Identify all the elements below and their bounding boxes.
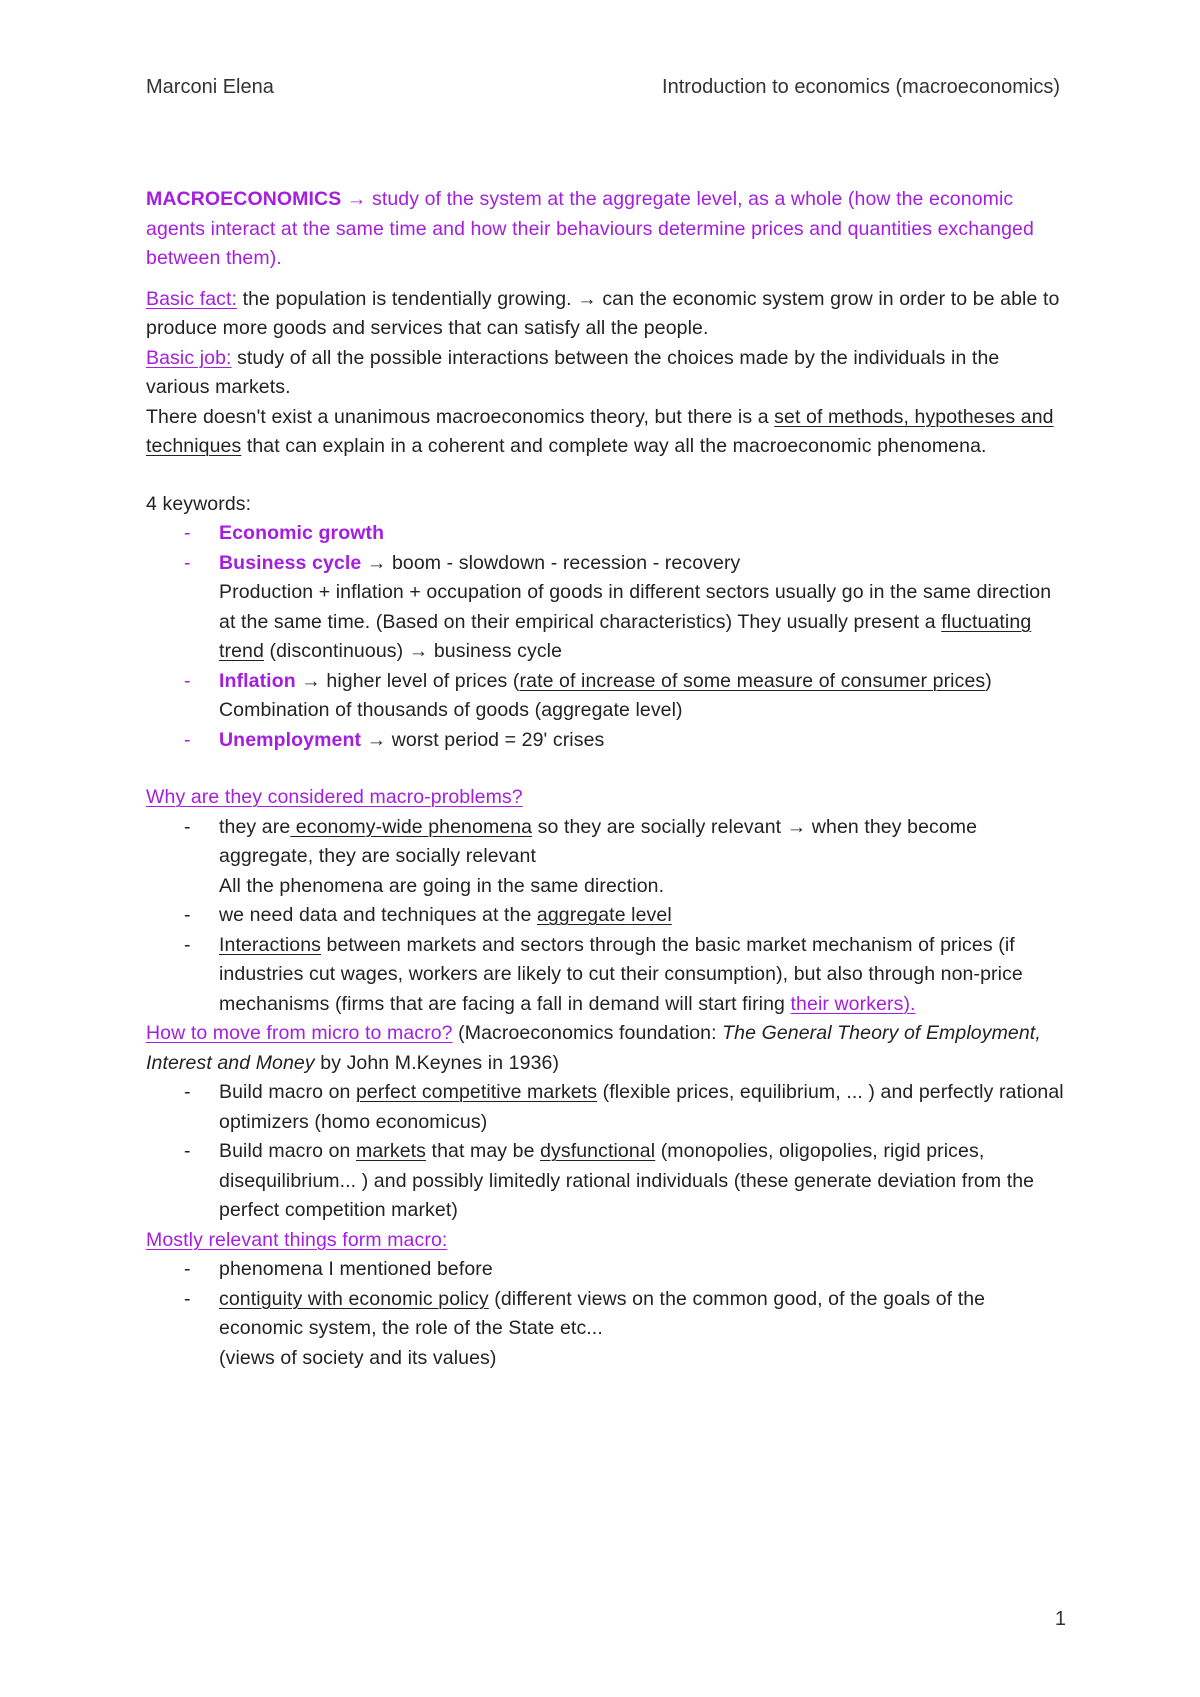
underlined-term: fluctuating trend [219,610,1032,662]
item-text: they are [219,815,291,838]
basic-job-text: study of all the possible interactions between the choices made by the individuals in the various markets. [146,346,1000,398]
basic-job-paragraph [146,344,1066,403]
keywords-list-continued [146,667,1066,697]
list-item [146,813,1066,872]
page-number: 1 [1054,1608,1066,1630]
item-text: Build macro on [219,1081,356,1103]
list-item [146,549,1066,579]
basic-job-label: Basic job: [146,346,232,369]
basic-fact-label: Basic fact: [146,287,238,310]
item-text: Build macro on [219,1140,356,1162]
list-item [146,1285,1066,1344]
why-list-continued [146,901,1066,1019]
business-cycle-explanation [146,578,1066,667]
item-text: (different views on the common good, of the goals of the economic system, the role of the State etc... [219,1287,986,1339]
underlined-term: rate of increase of some measure of consumer prices [519,669,986,692]
dash-bullet: - [184,522,191,544]
keyword-inflation: Inflation [219,669,296,692]
item-text: that may be [426,1140,541,1162]
basic-fact-paragraph [146,285,1066,344]
underlined-term: aggregate level [536,904,672,926]
keyword-unemployment: Unemployment [219,728,362,751]
dash-bullet: - [184,1081,191,1103]
item-text: (monopolies, oligopolies, rigid prices, disequilibrium... ) and possibly limitedly rational individuals (these generate deviation from the perfect competition market) [219,1140,1035,1221]
definition-term: MACROECONOMICS [146,188,342,210]
dash-bullet: - [184,1258,191,1280]
keywords-heading: 4 keywords: [146,492,252,515]
keyword-economic-growth: Economic growth [219,522,385,544]
theory-text-end: that can explain in a coherent and complete way all the macroeconomic phenomena. [241,435,987,457]
micro-macro-list [146,1078,1066,1226]
underlined-term: dysfunctional [540,1140,656,1162]
item-text: we need data and techniques at the [219,904,537,926]
keywords-list-end [146,726,1066,756]
paragraph-text: by John M.Keynes in 1936) [314,1051,560,1074]
keywords-list [146,519,1066,578]
theory-underlined: set of methods, hypotheses and techniques [146,405,1054,457]
book-title: The General Theory of Employment, Interest and Money [146,1022,1041,1074]
relevant-heading: Mostly relevant things form macro: [146,1228,448,1251]
dash-bullet: - [184,904,191,926]
underlined-term: Interactions [219,933,322,956]
inflation-explanation: Combination of thousands of goods (aggregate level) [219,699,683,721]
list-item [146,519,1066,549]
micro-macro-heading: How to move from micro to macro? [146,1022,453,1044]
micro-macro-paragraph [146,1019,1066,1078]
relevant-list [146,1255,1066,1344]
definition-text: → study of the system at the aggregate level, as a whole (how the economic agents interact at the same time and how their behaviours determine prices and quantities exchanged between them). [146,188,1034,269]
keyword-text: ) [985,669,992,692]
underlined-term: markets [355,1140,427,1162]
item-text: between markets and sectors through the basic market mechanism of prices (if industries cut wages, workers are likely to cut their consumption), but also through non-price mechanisms (firms that are facing a fall in demand will start firing [219,933,1023,1015]
dash-bullet: - [184,1287,191,1310]
document-body [146,185,1066,1373]
course-title: Introduction to economics (macroeconomics) [662,76,1060,98]
item-text: (flexible prices, equilibrium, ... ) and perfectly rational optimizers (homo economicus) [219,1081,1064,1133]
author-name: Marconi Elena [146,76,274,98]
relevant-explanation: (views of society and its values) [219,1346,497,1369]
underlined-term: perfect competitive markets [355,1081,598,1103]
list-item [146,1078,1066,1137]
macroeconomics-definition [146,185,1066,274]
list-item [146,1255,1066,1285]
keyword-text: → boom - slowdown - recession - recovery [361,551,741,574]
list-item [146,726,1066,756]
why-heading: Why are they considered macro-problems? [146,786,523,808]
list-item [146,931,1066,1020]
list-item [146,667,1066,697]
basic-fact-text: the population is tendentially growing. → can the economic system grow in order to be able to produce more goods and services that can satisfy all the people. [146,287,1060,339]
why-list [146,813,1066,872]
dash-bullet: - [184,551,191,574]
item-text: phenomena I mentioned before [219,1258,493,1280]
dash-bullet: - [184,1140,191,1162]
dash-bullet: - [184,728,191,751]
keyword-text: → higher level of prices ( [295,669,520,692]
keyword-text: → worst period = 29' crises [361,728,605,751]
why-explanation: All the phenomena are going in the same direction. [219,874,665,897]
list-item [146,1137,1066,1226]
explanation-text: (discontinuous) → business cycle [263,640,563,662]
list-item [146,901,1066,931]
dash-bullet: - [184,669,191,692]
explanation-text: Production + inflation + occupation of goods in different sectors usually go in the same direction at the same time. (Based on their empirical characteristics) They usually present a [219,581,1052,633]
underlined-term: economy-wide phenomena [290,815,533,838]
underlined-term: contiguity with economic policy [219,1287,489,1310]
paragraph-text: (Macroeconomics foundation: [452,1022,723,1044]
item-text: so they are socially relevant → when they become aggregate, they are socially relevant [219,815,978,867]
dash-bullet: - [184,815,191,838]
keyword-business-cycle: Business cycle [219,551,362,574]
underlined-term: their workers). [790,992,916,1015]
page-header [146,76,1060,106]
theory-text-start: There doesn't exist a unanimous macroeconomics theory, but there is a [146,405,775,428]
dash-bullet: - [184,933,191,956]
theory-paragraph [146,403,1066,462]
